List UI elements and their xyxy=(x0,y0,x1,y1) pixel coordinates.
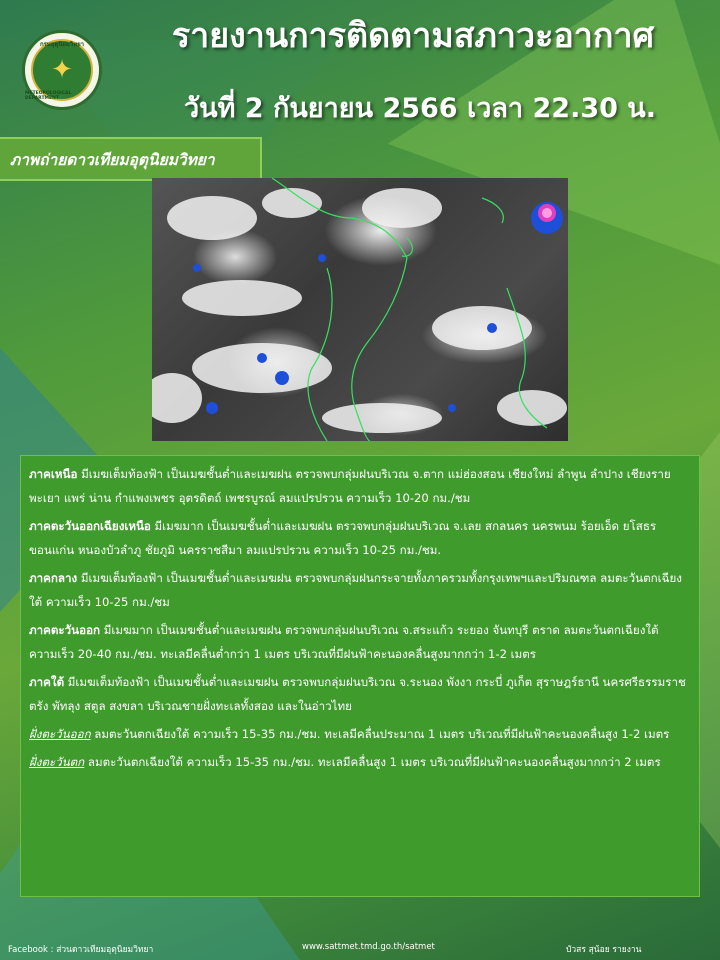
region-text: มีเมฆเต็มท้องฟ้า เป็นเมฆชั้นต่ำและเมฆฝน ตรวจพบกลุ่มฝนกระจายทั้งภาครวมทั้งกรุงเทพฯและปริมณฑล ลมตะวันตกเฉียงใต้ ความเร็ว 10-25 กม./ชม xyxy=(29,571,682,609)
weather-report-panel xyxy=(20,455,700,897)
region-label: ภาคเหนือ xyxy=(29,467,78,481)
deity-emblem-icon: ✦ xyxy=(31,39,93,101)
tmd-logo xyxy=(22,30,102,110)
region-label: ภาคตะวันออกเฉียงเหนือ xyxy=(29,519,151,533)
page-title: รายงานการติดตามสภาวะอากาศ xyxy=(171,16,655,56)
coast-label: ฝั่งตะวันตก xyxy=(29,755,85,769)
logo-text-top: กรมอุตุนิยมวิทยา xyxy=(39,41,85,48)
footer xyxy=(0,936,720,960)
report-northeast xyxy=(29,514,689,562)
report-datetime: วันที่ 2 กันยายน 2566 เวลา 22.30 น. xyxy=(183,93,657,124)
coast-text: ลมตะวันตกเฉียงใต้ ความเร็ว 15-35 กม./ชม. ทะเลมีคลื่นสูง 1 เมตร บริเวณที่มีฝนฟ้าคะนองคลื่นสูงมากกว่า 2 เมตร xyxy=(84,755,661,769)
report-central xyxy=(29,566,689,614)
footer-facebook: Facebook : ส่วนดาวเทียมอุตุนิยมวิทยา xyxy=(8,945,154,955)
region-text: มีเมฆมาก เป็นเมฆชั้นต่ำและเมฆฝน ตรวจพบกลุ่มฝนบริเวณ จ.เลย สกลนคร นครพนม ร้อยเอ็ด ยโสธร ขอนแก่น หนองบัวลำภู ชัยภูมิ นครราชสีมา ลมแปรปรวน ความเร็ว 10-25 กม./ชม. xyxy=(29,519,657,557)
footer-website: www.sattmet.tmd.go.th/satmet xyxy=(302,942,435,952)
region-label: ภาคกลาง xyxy=(29,571,78,585)
satellite-section-banner: ภาพถ่ายดาวเทียมอุตุนิยมวิทยา xyxy=(0,137,262,181)
report-north xyxy=(29,462,689,510)
region-text: มีเมฆมาก เป็นเมฆชั้นต่ำและเมฆฝน ตรวจพบกลุ่มฝนบริเวณ จ.สระแก้ว ระยอง จันทบุรี ตราด ลมตะวันตกเฉียงใต้ ความเร็ว 20-40 กม./ชม. ทะเลมีคลื่นต่ำกว่า 1 เมตร บริเวณที่มีฝนฟ้าคะนองคลื่นสูงมากกว่า 1-2 เมตร xyxy=(29,623,659,661)
footer-reporter: บัวสร สุน้อย รายงาน xyxy=(566,945,642,955)
coast-text: ลมตะวันตกเฉียงใต้ ความเร็ว 15-35 กม./ชม. ทะเลมีคลื่นประมาณ 1 เมตร บริเวณที่มีฝนฟ้าคะนองคลื่นสูง 1-2 เมตร xyxy=(90,727,670,741)
coast-label: ฝั่งตะวันออก xyxy=(29,727,91,741)
report-east xyxy=(29,618,689,666)
region-text: มีเมฆเต็มท้องฟ้า เป็นเมฆชั้นต่ำและเมฆฝน ตรวจพบกลุ่มฝนบริเวณ จ.ตาก แม่ฮ่องสอน เชียงใหม่ ลำพูน ลำปาง เชียงราย พะเยา แพร่ น่าน กำแพงเพชร อุตรดิตถ์ เพชรบูรณ์ ลมแปรปรวน ความเร็ว 10-20 กม./ชม xyxy=(29,467,671,505)
region-label: ภาคตะวันออก xyxy=(29,623,101,637)
report-west-coast xyxy=(29,750,689,774)
report-south xyxy=(29,670,689,718)
region-text: มีเมฆเต็มท้องฟ้า เป็นเมฆชั้นต่ำและเมฆฝน ตรวจพบกลุ่มฝนบริเวณ จ.ระนอง พังงา กระบี่ ภูเก็ต สุราษฎร์ธานี นครศรีธรรมราช ตรัง พัทลุง สตูล สงขลา บริเวณชายฝั่งทะเลทั้งสอง และในอ่าวไทย xyxy=(29,675,686,713)
satellite-image xyxy=(152,178,568,441)
report-east-coast xyxy=(29,722,689,746)
logo-text-bottom: METEOROLOGICAL DEPARTMENT xyxy=(25,91,72,101)
region-label: ภาคใต้ xyxy=(29,675,65,689)
